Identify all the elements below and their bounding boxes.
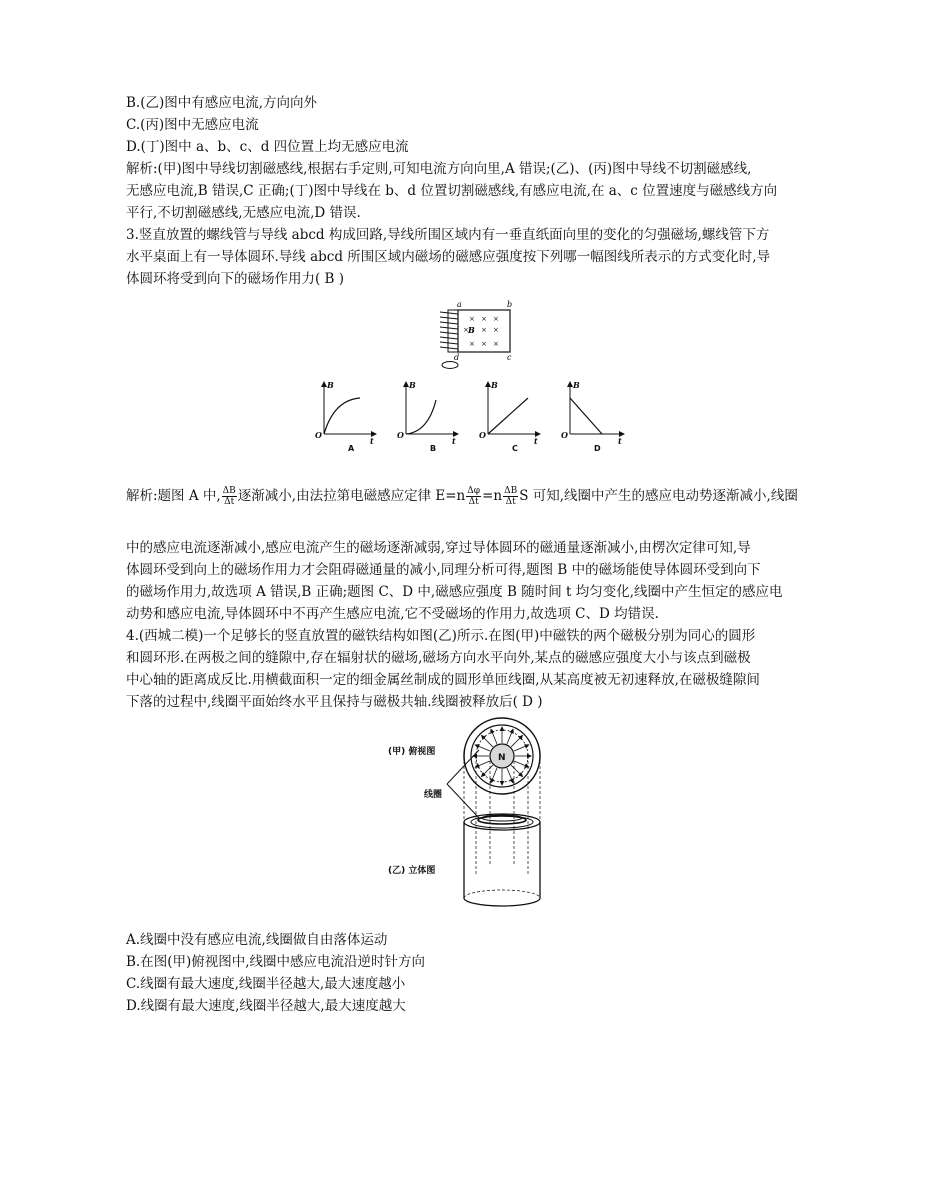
graph-c	[488, 384, 538, 434]
graph-c-origin: O	[479, 430, 486, 440]
fraction-dphi-dt: $\frac{\Delta\varphi}{\Delta t}$	[467, 486, 481, 507]
q3-stem-line-2: 水平桌面上有一导体圆环.导线 abcd 所围区域内磁场的磁感应强度按下列哪一幅图线所表示的方式变化时,导	[126, 249, 771, 265]
q4-stem-line-3: 中心轴的距离成反比.用横截面积一定的细金属丝制成的圆形单匝线圈,从某高度被无初速释放,在磁极缝隙间	[126, 672, 760, 688]
svg-text:×: ×	[481, 340, 487, 348]
svg-text:×: ×	[469, 315, 475, 323]
q4-stem-line-4: 下落的过程中,线圈平面始终水平且保持与磁极共轴.线圈被释放后( D )	[126, 694, 543, 710]
conducting-ring	[442, 362, 458, 369]
field-arrowhead	[491, 779, 494, 783]
q3-stem-line-3: 体圆环将受到向下的磁场作用力( B )	[126, 271, 345, 287]
field-arrowhead	[500, 727, 503, 731]
q4-option-d: D.线圈有最大速度,线圈半径越大,最大速度越大	[126, 998, 406, 1014]
q3-stem-line-1: 3.竖直放置的螺线管与导线 abcd 构成回路,导线所围区域内有一垂直纸面向里的变化的匀强磁场,螺线管下方	[126, 227, 770, 243]
q3-analysis-body	[126, 537, 826, 713]
q3-analysis-line-4: 的磁场作用力,故选项 A 错误,B 正确;题图 C、D 中,磁感应强度 B 随时间 t 均匀变化,线圈中产生恒定的感应电	[126, 584, 783, 600]
top-view-label: (甲) 俯视图	[388, 747, 436, 757]
circuit-label-a: a	[457, 300, 462, 309]
graph-d	[570, 384, 622, 434]
svg-text:×: ×	[493, 340, 499, 348]
field-arrowhead	[500, 781, 503, 785]
svg-text:×: ×	[463, 326, 469, 334]
field-arrowhead	[525, 745, 529, 748]
q4-stem-line-2: 和圆环形.在两极之间的缝隙中,存在辐射状的磁场,磁场方向水平向外,某点的磁感应强度大小与该点到磁极	[126, 650, 751, 666]
q2-analysis-line-3: 平行,不切割磁感线,无感应电流,D 错误.	[126, 205, 361, 221]
q4-options	[126, 929, 826, 1017]
graph-b-origin: O	[397, 430, 404, 440]
fraction-db-dt: $\frac{\Delta B}{\Delta t}$	[222, 486, 236, 507]
svg-text:×: ×	[493, 315, 499, 323]
bt-graphs	[312, 378, 642, 454]
svg-text:×: ×	[469, 340, 475, 348]
graph-d-origin: O	[561, 430, 568, 440]
circuit-label-c: c	[507, 353, 512, 362]
field-arrowhead	[510, 729, 513, 733]
coil-label: 线圈	[424, 790, 443, 800]
circuit-label-d: d	[454, 353, 460, 362]
q3-analysis-line-1: 解析:题图 A 中, $\frac{\Delta B}{\Delta t}$ 逐渐减小,由法拉第电磁感应定律 E=n $\frac{\Delta\varphi}{\Delta t}$ =n $\frac{\Delta B}{\Delta t}$ S 可知,线圈中产生的感应电动势逐渐减小,线圈	[126, 486, 798, 507]
graph-c-y-label: B	[491, 380, 498, 390]
graph-b	[406, 384, 456, 434]
option-d: D.(丁)图中 a、b、c、d 四位置上均无感应电流	[126, 139, 409, 155]
graph-a-y-label: B	[327, 380, 334, 390]
q3-analysis-line-3: 体圆环受到向上的磁场作用力才会阻碍磁通量的减小,同理分析可得,题图 B 中的磁场能使导体圆环受到向下	[126, 562, 761, 578]
pole-n-label: N	[498, 753, 506, 763]
q3-analysis-line-5: 动势和感应电流,导体圆环中不再产生感应电流,它不受磁场的作用力,故选项 C、D 均错误.	[126, 606, 659, 622]
graph-a-caption: A	[348, 444, 355, 453]
q4-option-b: B.在图(甲)俯视图中,线圈中感应电流沿逆时针方向	[126, 954, 426, 970]
field-arrowhead	[491, 729, 494, 733]
graph-c-caption: C	[512, 444, 518, 453]
cylinder	[464, 814, 540, 906]
graph-d-x-label: t	[618, 436, 622, 446]
coil-pointer-lines	[447, 750, 479, 818]
graph-a-origin: O	[315, 430, 322, 440]
svg-text:×: ×	[493, 326, 499, 334]
graph-c-x-label: t	[534, 436, 538, 446]
graph-b-y-label: B	[409, 380, 416, 390]
option-c: C.(丙)图中无感应电流	[126, 117, 259, 133]
svg-text:×: ×	[481, 315, 487, 323]
svg-text:×: ×	[481, 326, 487, 334]
q4-stem-line-1: 4.(西城二模)一个足够长的竖直放置的磁铁结构如图(乙)所示.在图(甲)中磁铁的两个磁极分别为同心的圆形	[126, 628, 756, 644]
field-arrowhead	[475, 745, 479, 748]
fraction-db-dt-2: $\frac{\Delta B}{\Delta t}$	[504, 486, 518, 507]
graph-b-x-label: t	[452, 436, 456, 446]
graph-a-x-label: t	[370, 436, 374, 446]
q2-analysis-line-2: 无感应电流,B 错误,C 正确;(丁)图中导线在 b、d 位置切割磁感线,有感应电流,在 a、c 位置速度与磁感线方向	[126, 183, 778, 199]
field-arrowhead	[510, 779, 513, 783]
option-b: B.(乙)图中有感应电流,方向向外	[126, 95, 318, 111]
q4-option-c: C.线圈有最大速度,线圈半径越大,最大速度越小	[126, 976, 406, 992]
q2-analysis-line-1: 解析:(甲)图中导线切割磁感线,根据右手定则,可知电流方向向里,A 错误;(乙)、(丙)图中导线不切割磁感线,	[126, 161, 752, 177]
graph-a	[324, 384, 374, 434]
side-view-label: (乙) 立体图	[388, 866, 436, 876]
graph-d-y-label: B	[573, 380, 580, 390]
circuit-label-b: b	[507, 300, 513, 309]
graph-d-caption: D	[594, 444, 601, 453]
solenoid-circuit-figure	[430, 296, 530, 372]
circuit-label-b-field: B	[468, 325, 475, 335]
document-page	[126, 92, 826, 290]
graph-b-caption: B	[430, 444, 437, 453]
q4-option-a: A.线圈中没有感应电流,线圈做自由落体运动	[126, 932, 388, 948]
q3-analysis-line-2: 中的感应电流逐渐减小,感应电流产生的磁场逐渐减弱,穿过导体圆环的磁通量逐渐减小,由楞次定律可知,导	[126, 540, 751, 556]
